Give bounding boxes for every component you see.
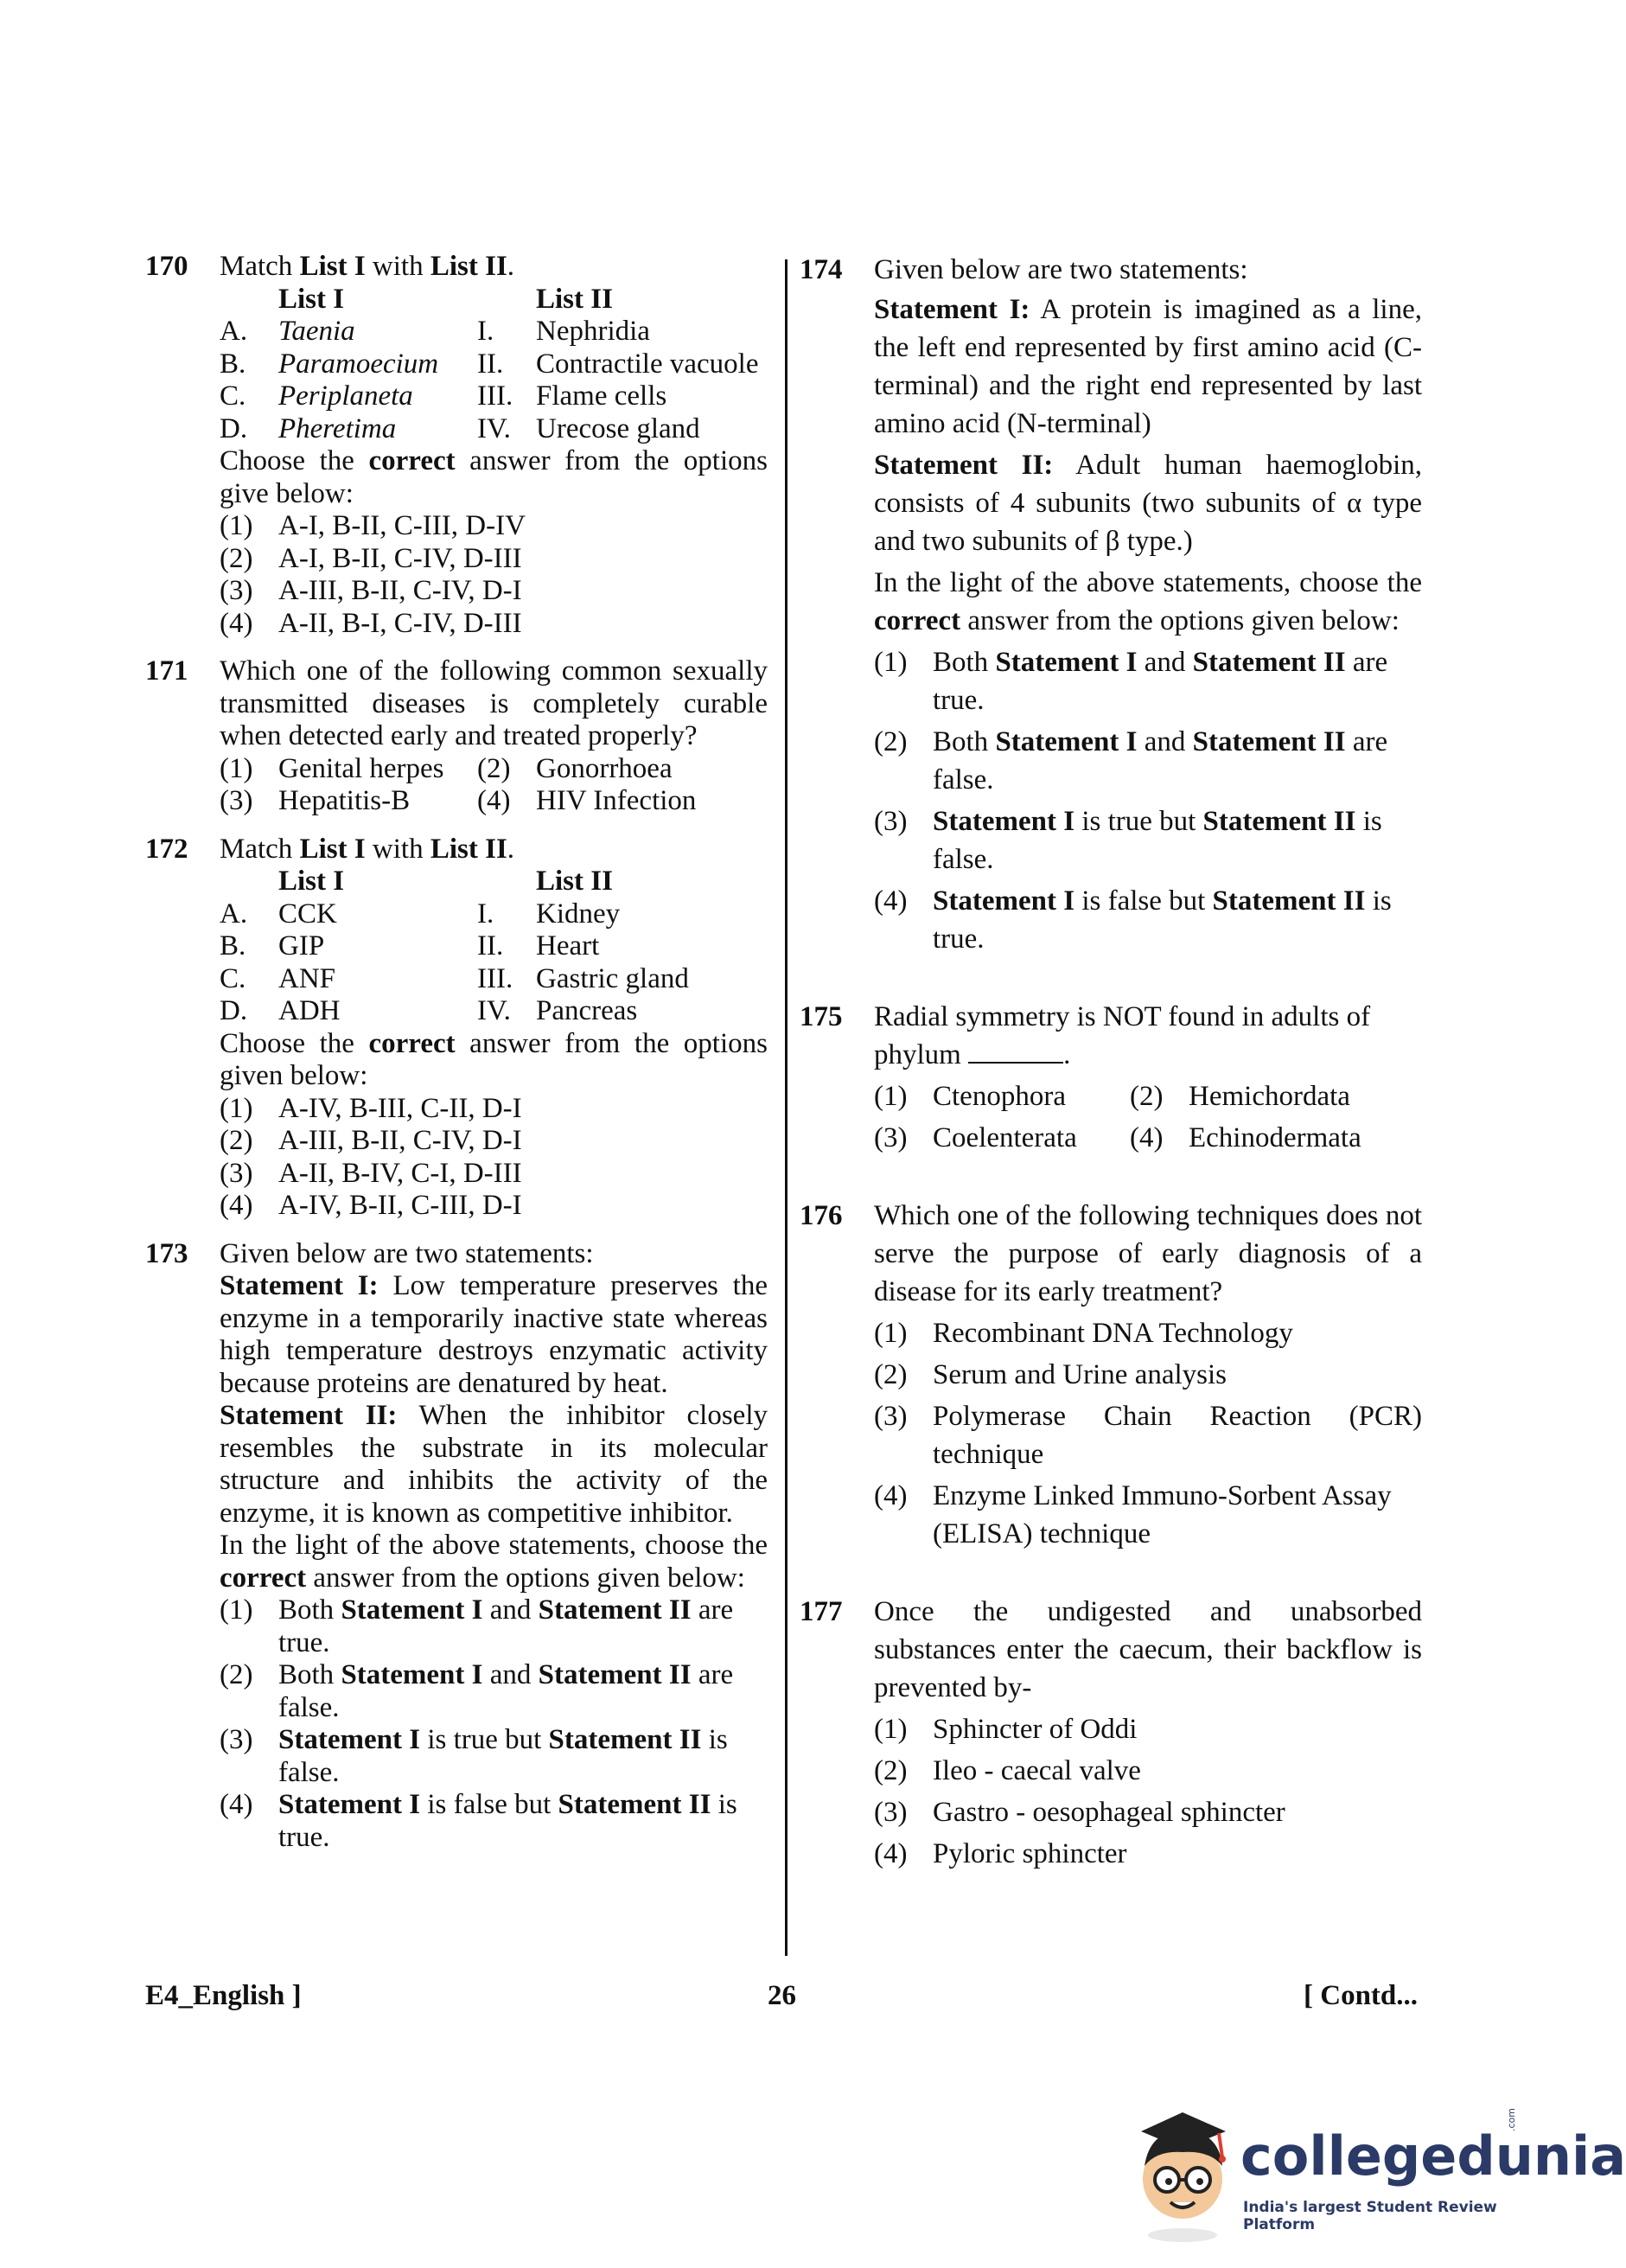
question-number: 170 bbox=[145, 251, 188, 282]
option[interactable]: (1) Both Statement I and Statement II are true. bbox=[874, 647, 1388, 716]
right-column bbox=[800, 251, 1422, 1873]
options-grid bbox=[874, 1074, 1422, 1157]
statement-1: Statement I: Low temperature preserves the enzyme in a temporarily inactive state whereas high temperature destroys enzymatic activity because proteins are denatured by heat. bbox=[220, 1270, 768, 1399]
question-number: 171 bbox=[145, 655, 188, 687]
option[interactable]: (2) Both Statement I and Statement II are false. bbox=[874, 726, 1388, 795]
option[interactable]: (2) Hemichordata bbox=[1130, 1081, 1350, 1112]
footer-continued: [ Contd... bbox=[1304, 1980, 1419, 2011]
question-171 bbox=[145, 655, 768, 818]
list-i-header: List I bbox=[278, 866, 345, 897]
option[interactable]: (3) A-III, B-II, C-IV, D-I bbox=[220, 575, 522, 606]
question-text: Radial symmetry is NOT found in adults of phylum . bbox=[874, 1001, 1371, 1070]
question-170 bbox=[145, 251, 768, 640]
list-ii-header: List II bbox=[536, 283, 613, 315]
logo-domain: .com bbox=[1506, 2108, 1517, 2131]
match-table: List I List II A. CCK I. Kidney B. GIP II. Heart C. ANF III. Gastric gland D. ADH IV. Pancreas bbox=[220, 866, 768, 1028]
list-i-header: List I bbox=[278, 283, 345, 315]
option[interactable]: (1) Recombinant DNA Technology bbox=[874, 1318, 1293, 1349]
option[interactable]: (3) A-II, B-IV, C-I, D-III bbox=[220, 1157, 522, 1189]
match-table: List I List II A. Taenia I. Nephridia B. Paramoecium II. Contractile vacuole C. Periplaneta III. Flame cells D. Pheretima IV. Urecose gland bbox=[220, 284, 768, 446]
option[interactable]: (2) Gonorrhoea bbox=[477, 752, 673, 784]
question-175 bbox=[800, 998, 1422, 1157]
option[interactable]: (3) Statement I is true but Statement II is false. bbox=[220, 1724, 728, 1788]
option[interactable]: (4) Statement I is false but Statement II is true. bbox=[220, 1789, 737, 1853]
option[interactable]: (3) Hepatitis-B bbox=[220, 785, 411, 816]
logo-tagline: India's largest Student Review Platform bbox=[1243, 2199, 1497, 2233]
option[interactable]: (1) A-I, B-II, C-III, D-IV bbox=[220, 510, 526, 541]
option[interactable]: (4) Enzyme Linked Immuno-Sorbent Assay (ELISA) technique bbox=[874, 1480, 1392, 1549]
question-text: Given below are two statements: bbox=[874, 254, 1248, 285]
question-177 bbox=[800, 1593, 1422, 1873]
option[interactable]: (2) A-III, B-II, C-IV, D-I bbox=[220, 1125, 522, 1156]
option[interactable]: (3) Coelenterata bbox=[874, 1122, 1077, 1153]
question-number: 173 bbox=[145, 1237, 188, 1269]
statement-2: Statement II: When the inhibitor closely resembles the substrate in its molecular structure and inhibits the activity of the enzyme, it is known as competitive inhibitor. bbox=[220, 1400, 768, 1529]
question-173 bbox=[145, 1238, 768, 1855]
option[interactable]: (1) Both Statement I and Statement II are true. bbox=[220, 1594, 734, 1658]
option[interactable]: (4) Echinodermata bbox=[1130, 1122, 1361, 1153]
question-number: 172 bbox=[145, 833, 188, 865]
logo-wordmark: collegedunia bbox=[1240, 2124, 1626, 2188]
question-text: Given below are two statements: bbox=[220, 1237, 594, 1269]
statement-2: Statement II: Adult human haemoglobin, consists of 4 subunits (two subunits of α type and two subunits of β type.) bbox=[874, 450, 1422, 557]
option[interactable]: (2) Ileo - caecal valve bbox=[874, 1755, 1141, 1786]
option[interactable]: (3) Polymerase Chain Reaction (PCR) technique bbox=[874, 1401, 1422, 1470]
option[interactable]: (4) Statement I is false but Statement II is true. bbox=[874, 885, 1392, 955]
options-grid bbox=[220, 753, 768, 818]
answer-blank bbox=[968, 1039, 1063, 1064]
list-ii-header: List II bbox=[536, 866, 613, 897]
option[interactable]: (4) Pyloric sphincter bbox=[874, 1838, 1127, 1869]
option[interactable]: (4) A-IV, B-II, C-III, D-I bbox=[220, 1190, 522, 1221]
question-176 bbox=[800, 1197, 1422, 1553]
option[interactable]: (3) Gastro - oesophageal sphincter bbox=[874, 1797, 1285, 1828]
option[interactable]: (4) HIV Infection bbox=[477, 785, 697, 816]
column-divider bbox=[785, 259, 787, 1956]
collegedunia-logo bbox=[1132, 2105, 1626, 2244]
mascot-icon bbox=[1132, 2105, 1236, 2244]
question-number: 174 bbox=[800, 254, 843, 285]
option[interactable]: (2) Serum and Urine analysis bbox=[874, 1359, 1227, 1390]
option[interactable]: (3) Statement I is true but Statement II is false. bbox=[874, 806, 1382, 875]
question-text: Which one of the following techniques does not serve the purpose of early diagnosis of a disease for its early treatment? bbox=[874, 1200, 1422, 1307]
instruction: Choose the correct answer from the options give below: bbox=[220, 445, 768, 509]
option[interactable]: (4) A-II, B-I, C-IV, D-III bbox=[220, 607, 522, 639]
question-text: Match List I with List II. bbox=[220, 833, 515, 865]
question-number: 175 bbox=[800, 1001, 843, 1032]
option[interactable]: (2) Both Statement I and Statement II are false. bbox=[220, 1659, 734, 1723]
instruction: In the light of the above statements, choose the correct answer from the options given below: bbox=[220, 1530, 768, 1594]
option[interactable]: (1) Genital herpes bbox=[220, 752, 444, 784]
question-172 bbox=[145, 834, 768, 1223]
option[interactable]: (2) A-I, B-II, C-IV, D-III bbox=[220, 542, 522, 574]
left-column bbox=[145, 251, 768, 1854]
option[interactable]: (1) Ctenophora bbox=[874, 1081, 1066, 1112]
option[interactable]: (1) A-IV, B-III, C-II, D-I bbox=[220, 1092, 522, 1124]
question-number: 177 bbox=[800, 1596, 843, 1627]
instruction: Choose the correct answer from the options given below: bbox=[220, 1027, 768, 1091]
footer-paper-code: E4_English ] bbox=[145, 1980, 302, 2011]
footer-page-number: 26 bbox=[768, 1980, 796, 2011]
option[interactable]: (1) Sphincter of Oddi bbox=[874, 1714, 1138, 1745]
question-text: Which one of the following common sexually transmitted diseases is completely curable when detected early and treated properly? bbox=[220, 655, 768, 751]
statement-1: Statement I: A protein is imagined as a line, the left end represented by first amino acid (C-terminal) and the right end represented by last amino acid (N-terminal) bbox=[874, 294, 1423, 439]
question-174 bbox=[800, 251, 1422, 958]
question-text: Once the undigested and unabsorbed substances enter the caecum, their backflow is prevented by- bbox=[874, 1596, 1422, 1703]
question-text: Match List I with List II. bbox=[220, 251, 515, 282]
question-number: 176 bbox=[800, 1200, 843, 1231]
instruction: In the light of the above statements, choose the correct answer from the options given below: bbox=[874, 567, 1422, 636]
